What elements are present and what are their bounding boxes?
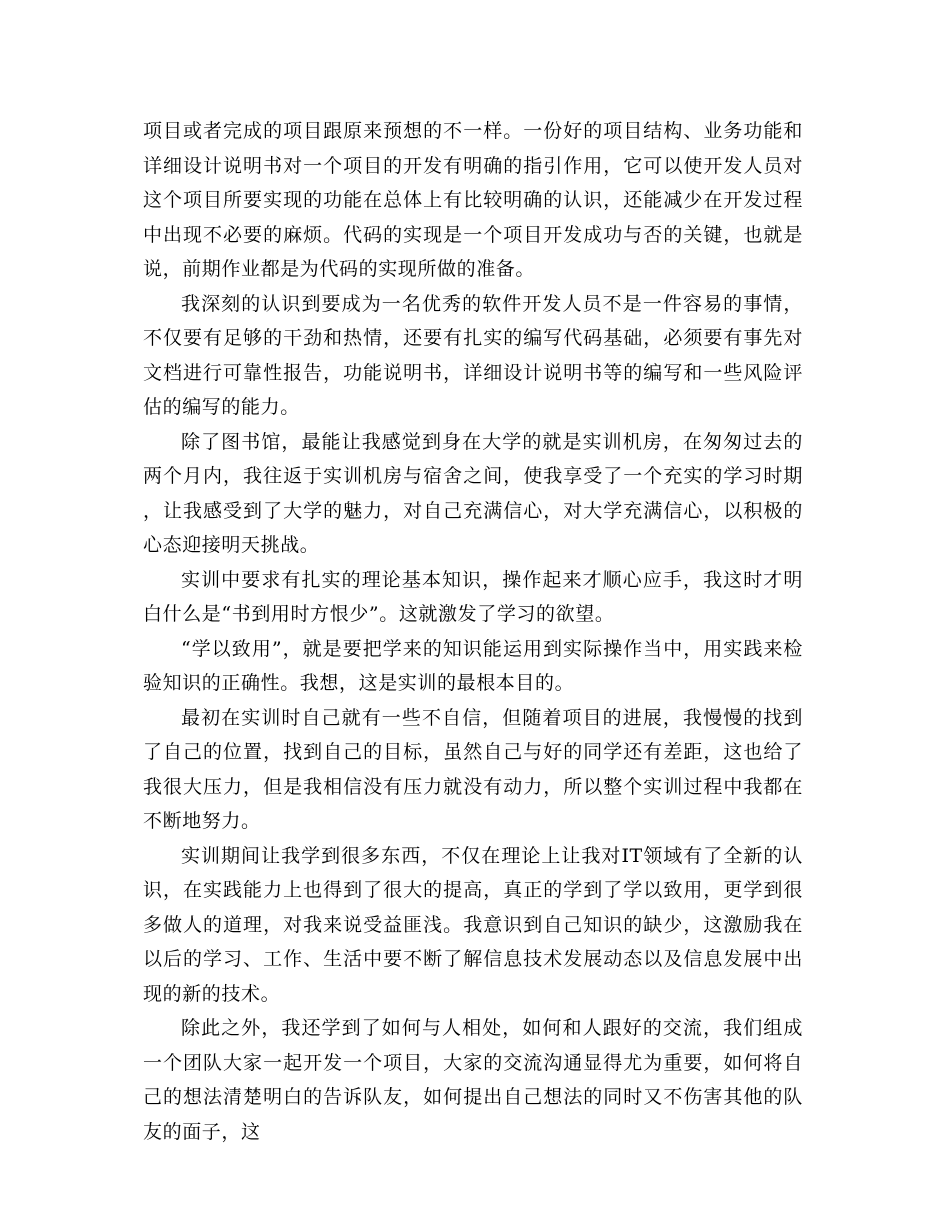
- paragraph-3: 除了图书馆，最能让我感觉到身在大学的就是实训机房，在匆匆过去的两个月内，我往返于实训机房与宿舍之间，使我享受了一个充实的学习时期，让我感受到了大学的魅力，对自己充满信心，对大学充满信心，以积极的心态迎接明天挑战。: [143, 430, 803, 556]
- paragraph-5: “学以致用”，就是要把学来的知识能运用到实际操作当中，用实践来检验知识的正确性。我想，这是实训的最根本目的。: [143, 637, 803, 694]
- paragraph-2: 我深刻的认识到要成为一名优秀的软件开发人员不是一件容易的事情，不仅要有足够的干劲和热情，还要有扎实的编写代码基础，必须要有事先对文档进行可靠性报告，功能说明书，详细设计说明书等的编写和一些风险评估的编写的能力。: [143, 292, 803, 418]
- paragraph-7: 实训期间让我学到很多东西，不仅在理论上让我对IT领域有了全新的认识，在实践能力上也得到了很大的提高，真正的学到了学以致用，更学到很多做人的道理，对我来说受益匪浅。我意识到自己知识的缺少，这激励我在以后的学习、工作、生活中要不断了解信息技术发展动态以及信息发展中出现的新的技术。: [143, 844, 803, 1005]
- paragraph-1: 项目或者完成的项目跟原来预想的不一样。一份好的项目结构、业务功能和详细设计说明书对一个项目的开发有明确的指引作用，它可以使开发人员对这个项目所要实现的功能在总体上有比较明确的认识，还能减少在开发过程中出现不必要的麻烦。代码的实现是一个项目开发成功与否的关键，也就是说，前期作业都是为代码的实现所做的准备。: [143, 120, 803, 280]
- paragraph-4: 实训中要求有扎实的理论基本知识，操作起来才顺心应手，我这时才明白什么是“书到用时方恨少”。这就激发了学习的欲望。: [143, 568, 803, 625]
- document-body: [143, 114, 803, 1149]
- paragraph-6: 最初在实训时自己就有一些不自信，但随着项目的进展，我慢慢的找到了自己的位置，找到自己的目标，虽然自己与好的同学还有差距，这也给了我很大压力，但是我相信没有压力就没有动力，所以整个实训过程中我都在不断地努力。: [143, 706, 803, 832]
- paragraph-8: 除此之外，我还学到了如何与人相处，如何和人跟好的交流，我们组成一个团队大家一起开发一个项目，大家的交流沟通显得尤为重要，如何将自己的想法清楚明白的告诉队友，如何提出自己想法的同时又不伤害其他的队友的面子，这: [143, 1017, 803, 1143]
